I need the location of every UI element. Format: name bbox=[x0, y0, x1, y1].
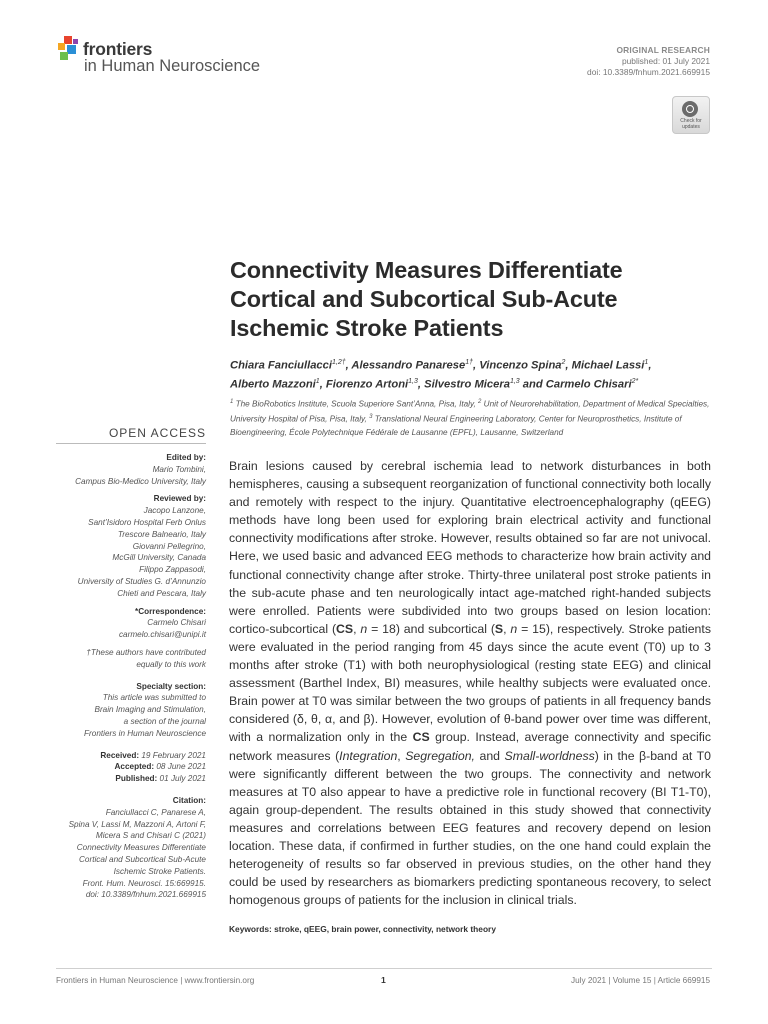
editor-line: Campus Bio-Medico University, Italy bbox=[75, 476, 206, 486]
logo-journal-name: in Human Neuroscience bbox=[84, 57, 261, 75]
abstract-text: Brain lesions caused by cerebral ischemia lead to network disturbances in both hemispheres, causing a subsequent reorganization of functional connectivity both locally and remotely with respect to the injury. Quantitative electroencephalography (qEEG) methods have long been used for exploring brain electrical activity and functional connectivity modifications after stroke. However, results obtained so far are not univocal. Here, we used basic and advanced EEG methods to characterize how brain activity and functional connectivity change after stroke. Thirty-three unilateral post stroke patients in the sub-acute phase and ten neurologically intact age-matched right-handed subjects were enrolled. Patients were subdivided into two groups based on lesion location: cortico-subcortical ( bbox=[229, 459, 711, 636]
reviewer-line: Chieti and Pescara, Italy bbox=[117, 588, 206, 598]
published-value: 01 July 2021 bbox=[157, 774, 206, 784]
abstract-italic: n bbox=[510, 621, 518, 636]
abstract-text: , bbox=[503, 621, 511, 636]
abstract-text: = 15), respectively. Stroke patients were evaluated in the period ranging from 45 days since the acute event (T0) up to 3 months after stroke (T1) with both neurophysiological (resting state EEG) and clinical assessment (Barthel Index, BI) measures, while healthy subjects were evaluated once. Brain power at T0 was similar between the two groups of patients in all frequency bands considered (δ, θ, α, and β). However, evolution of θ-band power over time was different, with a normalization only in the bbox=[229, 621, 711, 745]
citation-line: Fanciullacci C, Panarese A, bbox=[105, 807, 206, 817]
footer-journal-link[interactable]: Frontiers in Human Neuroscience | www.frontiersin.org bbox=[56, 976, 255, 985]
author-name[interactable]: Michael Lassi bbox=[571, 359, 645, 372]
abstract-text: = 18) and subcortical ( bbox=[367, 621, 495, 636]
logo-square-purple bbox=[73, 39, 78, 44]
reviewer-line: Trescore Balneario, Italy bbox=[117, 529, 206, 539]
citation-line: Front. Hum. Neurosci. 15:669915. bbox=[82, 878, 206, 888]
author-sup: 1,3 bbox=[509, 377, 520, 385]
citation-line: Spina V, Lassi M, Mazzoni A, Artoni F, bbox=[68, 819, 206, 829]
edited-by-heading: Edited by: bbox=[166, 453, 206, 462]
reviewer-line: University of Studies G. d’Annunzio bbox=[77, 576, 206, 586]
author-sep: , bbox=[417, 378, 425, 391]
check-for-updates-button[interactable] bbox=[672, 96, 710, 134]
author-sep: , bbox=[345, 359, 352, 372]
abstract-italic: n bbox=[360, 621, 368, 636]
abstract-text: ) in the β-band at T0 were significantly different between the two groups. The connectivity and network measures at T0 also appear to have a predictive role in functional recovery (BI T1-T0), again group-dependent. The results obtained in this study showed that connectivity measures and correlations between EEG features and recovery depend on lesion location. These data, if confirmed in further studies, on the one hand could explain the heterogeneity of results so far observed in previous studies, on the other hand they could be used by researchers as biomarkers predicting spontaneous recovery, to select homogenous groups of patients for the inclusion in clinical trials. bbox=[229, 748, 711, 908]
reviewer-line: McGill University, Canada bbox=[112, 553, 206, 563]
received-value: 19 February 2021 bbox=[139, 750, 206, 760]
correspondence-heading: *Correspondence: bbox=[135, 606, 206, 616]
author-name[interactable]: Alberto Mazzoni bbox=[230, 378, 316, 391]
author-name[interactable]: Alessandro Panarese bbox=[351, 359, 466, 372]
reviewer-line[interactable]: Filippo Zappasodi, bbox=[139, 565, 206, 575]
abstract-text: and bbox=[474, 748, 505, 763]
author-name[interactable]: Fiorenzo Artoni bbox=[325, 378, 409, 391]
citation-heading: Citation: bbox=[172, 795, 206, 805]
specialty-info bbox=[50, 692, 206, 739]
abstract-body bbox=[229, 457, 711, 909]
author-sup: 1,3 bbox=[408, 377, 418, 385]
abstract-italic: Segregation, bbox=[405, 748, 475, 763]
author-sup: 2 bbox=[561, 359, 566, 366]
reviewer-line[interactable]: Jacopo Lanzone, bbox=[143, 506, 206, 516]
check-updates-label: Check for updates bbox=[680, 118, 702, 130]
author-name[interactable]: Chiara Fanciullacci bbox=[230, 359, 332, 372]
note-line: equally to this work bbox=[136, 659, 206, 669]
sidebar-divider bbox=[56, 443, 206, 444]
author-name[interactable]: Carmelo Chisari bbox=[545, 378, 632, 391]
logo-square-green bbox=[60, 52, 68, 60]
author-sep: , bbox=[648, 359, 652, 372]
specialty-line: Brain Imaging and Stimulation, bbox=[94, 705, 206, 715]
footer-divider bbox=[56, 968, 712, 969]
correspondence-email[interactable]: carmelo.chisari@unipi.it bbox=[118, 630, 206, 640]
check-updates-icon bbox=[682, 101, 698, 117]
article-meta bbox=[587, 45, 710, 78]
specialty-heading: Specialty section: bbox=[136, 681, 206, 691]
abstract-italic: Integration bbox=[339, 748, 398, 763]
author-sup: 1† bbox=[465, 359, 474, 366]
citation-line: Cortical and Subcortical Sub-Acute bbox=[79, 854, 206, 864]
article-type: ORIGINAL RESEARCH bbox=[616, 45, 710, 55]
reviewed-by-heading: Reviewed by: bbox=[153, 494, 206, 504]
logo-square-red bbox=[64, 36, 72, 44]
reviewer-line: Sant’Isidoro Hospital Ferb Onlus bbox=[88, 517, 206, 527]
abstract-text: group. Instead, average connectivity and specific network measures ( bbox=[229, 730, 712, 763]
affil-text: Unit of Neurorehabilitation, Department of Medical Specialties, University Hospital of Pisa, Pisa, Italy, bbox=[230, 399, 710, 425]
logo-square-blue bbox=[67, 45, 76, 54]
correspondence-info bbox=[50, 617, 206, 641]
article-sidebar bbox=[50, 452, 206, 901]
abstract-bold: CS bbox=[336, 621, 354, 636]
reviewer-line[interactable]: Giovanni Pellegrino, bbox=[132, 541, 206, 551]
author-line-2 bbox=[230, 374, 710, 393]
accepted-date bbox=[50, 761, 206, 773]
received-date bbox=[50, 750, 206, 762]
author-sep: , bbox=[565, 359, 572, 372]
citation-line: Micera S and Chisari C (2021) bbox=[95, 831, 206, 841]
journal-logo[interactable] bbox=[56, 34, 296, 84]
affiliations bbox=[230, 396, 716, 439]
affil-sup: 3 bbox=[369, 414, 373, 421]
accepted-label: Accepted: bbox=[114, 762, 155, 772]
open-access-label: OPEN ACCESS bbox=[108, 426, 206, 440]
article-doi[interactable]: doi: 10.3389/fnhum.2021.669915 bbox=[587, 67, 710, 77]
logo-square-orange bbox=[58, 43, 65, 50]
author-name[interactable]: Vincenzo Spina bbox=[479, 359, 562, 372]
page-number: 1 bbox=[381, 975, 386, 985]
abstract-italic: Small-worldness bbox=[504, 748, 595, 763]
citation-info bbox=[50, 807, 206, 901]
reviewer-info bbox=[50, 505, 206, 599]
equal-contribution-note bbox=[50, 647, 206, 671]
specialty-line: This article was submitted to bbox=[102, 693, 206, 703]
accepted-value: 08 June 2021 bbox=[154, 762, 206, 772]
editor-info bbox=[50, 464, 206, 488]
citation-doi[interactable]: doi: 10.3389/fnhum.2021.669915 bbox=[85, 890, 206, 900]
affil-text: Translational Neural Engineering Laboratory, Center for Neuroprosthetics, Institute of Bioengineering, École Polytechnique Fédérale de Lausanne (EPFL), Lausanne, Switzerland bbox=[230, 415, 682, 437]
abstract-bold: CS bbox=[412, 730, 430, 745]
author-sup: 2* bbox=[631, 377, 639, 385]
author-sup: 1,2† bbox=[331, 359, 346, 366]
article-dates bbox=[50, 750, 206, 785]
correspondence-name: Carmelo Chisari bbox=[147, 618, 206, 628]
author-sep: , bbox=[473, 359, 480, 372]
affil-sup: 2 bbox=[478, 399, 482, 405]
article-title: Connectivity Measures Differentiate Cortical and Subcortical Sub-Acute Ischemic Stroke Patients bbox=[230, 257, 623, 341]
keywords: Keywords: stroke, qEEG, brain power, connectivity, network theory bbox=[229, 924, 496, 934]
abstract-bold: S bbox=[494, 621, 504, 636]
author-sep: and bbox=[519, 378, 546, 391]
citation-line: Connectivity Measures Differentiate bbox=[76, 843, 206, 853]
author-sup: 1 bbox=[315, 377, 320, 385]
author-line-1 bbox=[230, 355, 710, 374]
affil-text: The BioRobotics Institute, Scuola Superiore Sant’Anna, Pisa, Italy, bbox=[233, 399, 479, 409]
received-label: Received: bbox=[100, 750, 140, 760]
specialty-line: Frontiers in Human Neuroscience bbox=[84, 728, 206, 738]
footer-issue-info: July 2021 | Volume 15 | Article 669915 bbox=[571, 976, 710, 985]
author-sup: 1 bbox=[644, 359, 649, 366]
affil-sup: 1 bbox=[230, 399, 234, 405]
editor-line[interactable]: Mario Tombini, bbox=[152, 464, 206, 474]
abstract-text: , bbox=[397, 748, 406, 763]
author-sep: , bbox=[319, 378, 326, 391]
frontiers-logo-icon bbox=[56, 34, 82, 62]
abstract-text: , bbox=[353, 621, 361, 636]
author-list bbox=[230, 355, 710, 392]
author-name[interactable]: Silvestro Micera bbox=[424, 378, 510, 391]
published-date-sidebar bbox=[50, 773, 206, 785]
published-label: Published: bbox=[115, 774, 158, 784]
note-line: †These authors have contributed bbox=[86, 647, 206, 657]
published-date: published: 01 July 2021 bbox=[621, 56, 710, 66]
citation-line: Ischemic Stroke Patients. bbox=[113, 866, 206, 876]
specialty-line: a section of the journal bbox=[123, 716, 206, 726]
logo-brand: frontiers bbox=[83, 39, 153, 59]
